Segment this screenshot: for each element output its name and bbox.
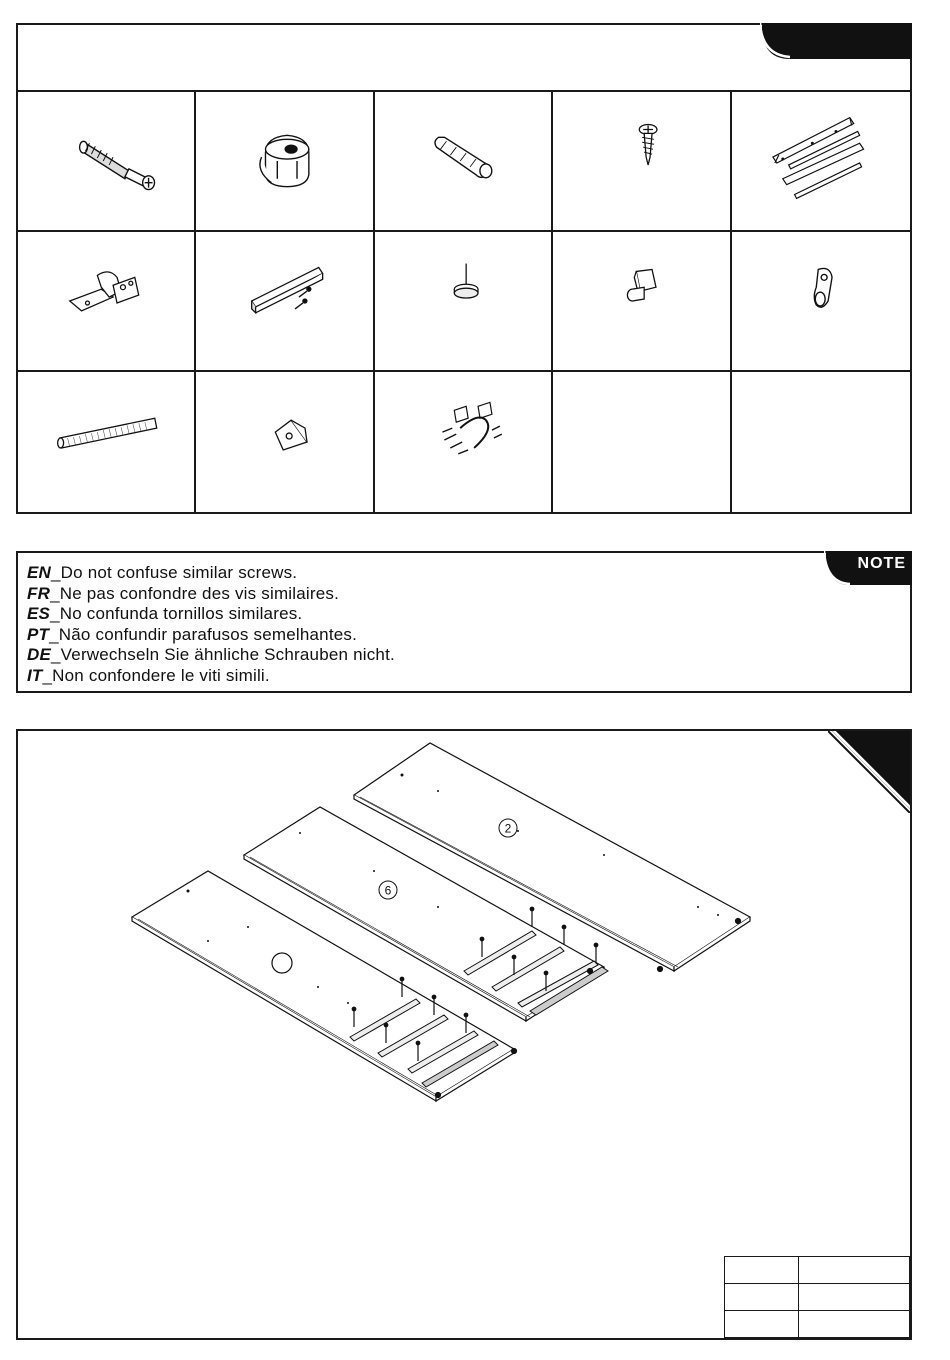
hardware-cell [375, 92, 553, 232]
legend-cell [725, 1284, 799, 1311]
legend-cell [725, 1311, 799, 1338]
hardware-cell [196, 92, 374, 232]
cam-bolt-icon [18, 92, 194, 230]
drawer-slide-icon [732, 92, 910, 230]
note-label: NOTE [857, 555, 906, 572]
wooden-dowel-icon [375, 92, 551, 230]
hardware-cell [375, 372, 553, 512]
legend-row [725, 1284, 910, 1311]
legend-table [724, 1256, 910, 1338]
hardware-cell [732, 232, 910, 372]
note-panel [16, 551, 912, 693]
hardware-cell [18, 372, 196, 512]
part-label-6: 6 [384, 883, 392, 898]
hardware-header [18, 25, 910, 92]
hardware-cell [553, 372, 731, 512]
wood-screw-icon [553, 92, 729, 230]
legend-cell [799, 1257, 910, 1284]
handle-with-screws-icon [196, 232, 372, 370]
note-text: _No confunda tornillos similares. [50, 604, 303, 623]
note-line-fr [27, 584, 395, 605]
hinge-icon [18, 232, 194, 370]
corner-block-icon [196, 372, 372, 512]
note-tab [824, 551, 912, 585]
note-line-it [27, 666, 395, 687]
hardware-cell [732, 372, 910, 512]
legend-cell [799, 1311, 910, 1338]
note-text: _Do not confuse similar screws. [51, 563, 298, 582]
hardware-cell [18, 232, 196, 372]
note-line-es [27, 604, 395, 625]
hanging-rod-icon [18, 372, 194, 512]
language-code: DE [27, 645, 52, 664]
hardware-cell [196, 372, 374, 512]
hardware-cell [553, 92, 731, 232]
header-tab-icon [760, 23, 912, 59]
note-line-en [27, 563, 395, 584]
assembly-illustration [18, 731, 910, 1251]
part-label-2: 2 [504, 821, 512, 836]
hardware-cell [553, 232, 731, 372]
hardware-panel [16, 23, 912, 514]
hardware-cell [375, 232, 553, 372]
legend-cell [799, 1284, 910, 1311]
rod-bracket-icon [732, 232, 910, 370]
hardware-cell [732, 92, 910, 232]
hardware-grid [18, 92, 910, 512]
step-panel [16, 729, 912, 1340]
note-text: _Non confondere le viti simili. [42, 665, 270, 685]
note-lines [27, 563, 395, 686]
note-line-pt [27, 625, 395, 646]
language-code: FR [27, 583, 51, 603]
furniture-glide-icon [375, 232, 551, 370]
cam-lock-icon [196, 92, 372, 230]
shelf-support-icon [553, 232, 729, 370]
note-text: _Ne pas confondre des vis similaires. [50, 583, 340, 603]
hardware-cell [18, 92, 196, 232]
legend-row [725, 1257, 910, 1284]
note-text: _Verwechseln Sie ähnliche Schrauben nicht. [51, 645, 395, 664]
note-line-de [27, 645, 395, 666]
hardware-cell [196, 232, 374, 372]
language-code: PT [27, 624, 50, 644]
anti-tip-kit-icon [375, 372, 551, 512]
legend-row [725, 1311, 910, 1338]
language-code: ES [27, 604, 51, 623]
legend-cell [725, 1257, 799, 1284]
language-code: EN [27, 563, 52, 582]
language-code: IT [27, 665, 43, 685]
note-text: _Não confundir parafusos semelhantes. [49, 624, 358, 644]
